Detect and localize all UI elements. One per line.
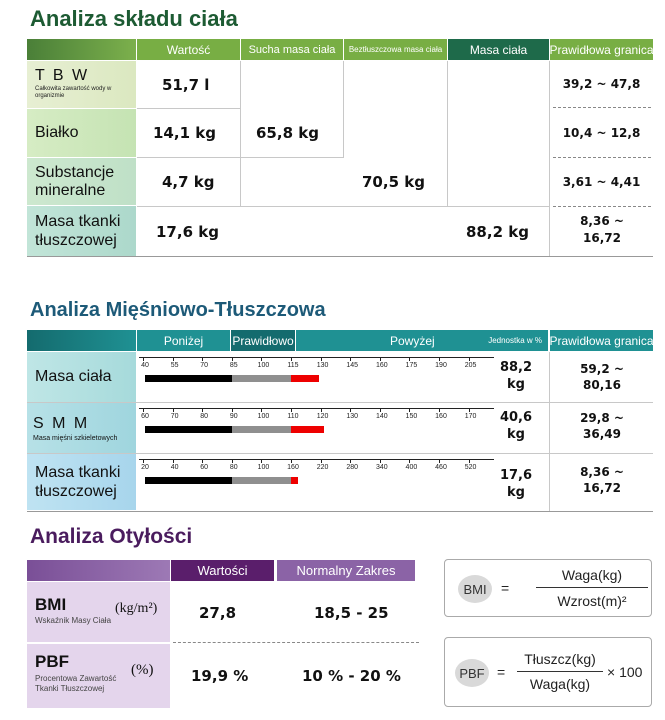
row-label-protein xyxy=(27,109,136,157)
bmi-value: 27,8 xyxy=(199,604,237,622)
scale-tick-label: 100 xyxy=(257,362,270,369)
pbf-formula-name: PBF xyxy=(455,659,489,687)
row-label-fat-mass xyxy=(27,206,136,256)
level-bar-normal xyxy=(232,426,291,433)
level-bar-above xyxy=(291,375,319,382)
header-normal-range: Prawidłowa granica xyxy=(550,330,653,351)
scale-tick-label: 80 xyxy=(229,464,238,471)
row-label-minerals xyxy=(27,158,136,205)
grid-line xyxy=(447,61,448,206)
header-normal: Prawidłowo xyxy=(231,330,295,351)
minerals-value: 4,7 kg xyxy=(162,173,215,191)
scale-tick xyxy=(291,459,292,463)
scale-tick xyxy=(202,459,203,463)
header-lean-mass: Beztłuszczowa masa ciała xyxy=(344,39,447,60)
pbf-formula-denominator: Waga(kg) xyxy=(529,676,591,692)
minerals-range: 3,61 ~ 4,41 xyxy=(562,175,641,189)
scale-tick xyxy=(439,357,440,361)
scale-tick-label: 160 xyxy=(435,413,447,420)
pbf-formula-box xyxy=(444,637,652,707)
header-dry-mass: Sucha masa ciała xyxy=(241,39,343,60)
scale-axis xyxy=(139,357,494,358)
tbw-sublabel: Całkowita zawartość wody w organizmie xyxy=(35,86,112,99)
fat-mass-range: 8,36 ~ 16,72 xyxy=(580,214,624,245)
scale-tick xyxy=(380,408,381,412)
level-bar-above xyxy=(291,426,324,433)
pbf-unit: (%) xyxy=(131,662,154,678)
fat-mass-label-2: Masa tkanki tłuszczowej xyxy=(35,464,121,500)
range-divider xyxy=(173,642,419,643)
scale-tick-label: 70 xyxy=(170,413,179,420)
smm-range: 29,8 ~ 36,49 xyxy=(580,411,624,441)
scale-tick-label: 110 xyxy=(287,413,299,420)
minerals-label: Substancje mineralne xyxy=(35,163,115,199)
scale-tick xyxy=(409,408,410,412)
scale-tick-label: 150 xyxy=(405,413,418,420)
pbf-formula-numerator: Tłuszcz(kg) xyxy=(524,651,596,667)
scale-tick xyxy=(350,408,351,412)
grid-line xyxy=(27,453,653,454)
scale-tick-label: 205 xyxy=(464,362,477,369)
scale-tick-label: 280 xyxy=(346,464,359,471)
pbf-fraction-bar xyxy=(517,671,603,672)
grid-line xyxy=(343,61,344,158)
scale-tick-label: 400 xyxy=(405,464,418,471)
scale-tick xyxy=(261,357,262,361)
scale-tick-label: 70 xyxy=(200,362,209,369)
scale-tick xyxy=(321,357,322,361)
row-label-pbf xyxy=(27,644,170,708)
protein-label: Białko xyxy=(35,124,79,141)
range-divider xyxy=(553,107,651,108)
scale-tick xyxy=(202,408,203,412)
scale-tick-label: 120 xyxy=(316,413,329,420)
header-value: Wartość xyxy=(137,39,240,60)
scale-tick-label: 340 xyxy=(375,464,388,471)
scale-tick xyxy=(173,459,174,463)
header-unit: Jednostka w % xyxy=(488,336,542,345)
tbw-label: T B W xyxy=(35,67,90,84)
bmi-formula-box xyxy=(444,559,652,617)
scale-tick xyxy=(232,357,233,361)
lean-mass-value: 70,5 kg xyxy=(362,173,425,191)
scale-axis xyxy=(139,408,494,409)
section-title-body-composition: Analiza składu ciała xyxy=(30,6,238,31)
scale-tick xyxy=(409,459,410,463)
body-mass-range: 59,2 ~ 80,16 xyxy=(580,362,624,392)
grid-line xyxy=(137,108,240,109)
scale-tick-label: 40 xyxy=(170,464,179,471)
row-label-bmi xyxy=(27,582,170,642)
scale-tick-label: 20 xyxy=(141,464,149,471)
section-title-muscle-fat: Analiza Mięśniowo-Tłuszczowa xyxy=(30,299,326,321)
row-label-body-mass xyxy=(27,352,136,402)
row-label-fat-mass xyxy=(27,454,136,510)
scale-tick-label: 220 xyxy=(316,464,329,471)
grid-line xyxy=(240,157,343,158)
scale-tick-label: 160 xyxy=(375,362,388,369)
pbf-value: 19,9 % xyxy=(191,667,249,685)
fat-mass-range-2: 8,36 ~ 16,72 xyxy=(580,465,624,495)
bmi-unit: (kg/m²) xyxy=(115,601,158,616)
protein-value: 14,1 kg xyxy=(153,124,216,142)
pbf-formula-multiplier: × 100 xyxy=(607,664,643,680)
level-bar-above xyxy=(291,477,298,484)
protein-range: 10,4 ~ 12,8 xyxy=(562,126,641,140)
grid-line xyxy=(137,157,240,158)
row-label-tbw xyxy=(27,61,136,108)
scale-tick-label: 55 xyxy=(170,362,179,369)
scale-tick xyxy=(202,357,203,361)
tbw-value: 51,7 l xyxy=(162,76,210,94)
scale-tick xyxy=(261,459,262,463)
scale-tick-label: 60 xyxy=(141,413,149,420)
bmi-formula-name: BMI xyxy=(458,575,492,603)
scale-tick-label: 170 xyxy=(464,413,477,420)
scale-tick-label: 130 xyxy=(346,413,359,420)
scale-tick-label: 80 xyxy=(200,413,209,420)
scale-tick xyxy=(321,459,322,463)
grid-line xyxy=(27,402,653,403)
scale-tick xyxy=(409,357,410,361)
bmi-formula-denominator: Wzrost(m)² xyxy=(557,593,627,609)
scale-tick xyxy=(143,357,144,361)
scale-tick-label: 460 xyxy=(435,464,447,471)
pbf-range: 10 % - 20 % xyxy=(302,667,401,685)
header-below: Poniżej xyxy=(137,330,230,351)
scale-tick-label: 145 xyxy=(346,362,359,369)
scale-tick xyxy=(469,459,470,463)
scale-tick-label: 85 xyxy=(229,362,238,369)
range-divider xyxy=(553,157,651,158)
scale-tick xyxy=(380,459,381,463)
scale-tick-label: 60 xyxy=(200,464,209,471)
bmi-sublabel: Wskaźnik Masy Ciała xyxy=(35,616,112,625)
bmi-range: 18,5 - 25 xyxy=(314,604,389,622)
row-label-smm xyxy=(27,403,136,453)
scale-tick xyxy=(321,408,322,412)
header-normal-range: Normalny Zakres xyxy=(277,560,415,581)
scale-tick xyxy=(173,357,174,361)
scale-tick xyxy=(380,357,381,361)
header-above-label: Powyżej xyxy=(390,333,435,348)
scale-tick xyxy=(143,459,144,463)
scale-tick-label: 40 xyxy=(141,362,149,369)
fat-mass-value-2: 17,6 kg xyxy=(499,468,533,500)
scale-tick xyxy=(469,357,470,361)
scale-tick-label: 160 xyxy=(287,464,299,471)
bmi-label: BMI xyxy=(35,595,67,614)
grid-line xyxy=(240,61,241,207)
pbf-sublabel: Procentowa Zawartość Tkanki Tłuszczowej xyxy=(35,674,117,693)
grid-line xyxy=(549,352,550,511)
scale-tick xyxy=(232,408,233,412)
smm-label: S M M xyxy=(33,415,90,432)
scale-tick xyxy=(291,357,292,361)
range-divider xyxy=(553,206,651,207)
scale-tick xyxy=(350,459,351,463)
bmi-formula-equals: = xyxy=(501,580,510,596)
scale-tick xyxy=(439,408,440,412)
header-bar-left xyxy=(27,330,136,351)
header-bar-left xyxy=(27,39,136,60)
grid-line xyxy=(27,256,653,257)
body-mass-label: Masa ciała xyxy=(35,368,112,385)
level-bar-normal xyxy=(232,375,291,382)
level-bar-below xyxy=(145,375,232,382)
scale-tick xyxy=(469,408,470,412)
dry-mass-value: 65,8 kg xyxy=(256,124,319,142)
scale-tick xyxy=(143,408,144,412)
fat-mass-value: 17,6 kg xyxy=(156,223,219,241)
scale-tick-label: 100 xyxy=(257,413,270,420)
tbw-range: 39,2 ~ 47,8 xyxy=(562,77,641,91)
grid-line xyxy=(27,511,653,512)
scale-tick xyxy=(439,459,440,463)
section-title-obesity: Analiza Otyłości xyxy=(30,525,193,548)
body-mass-value: 88,2 kg xyxy=(466,223,529,241)
level-bar-below xyxy=(145,426,232,433)
header-body-mass: Masa ciała xyxy=(448,39,549,60)
header-normal-range: Prawidłowa granica xyxy=(550,39,653,60)
smm-sublabel: Masa mięśni szkieletowych xyxy=(33,435,118,442)
body-mass-value-2: 88,2 kg xyxy=(499,360,533,392)
header-above xyxy=(296,330,548,351)
scale-tick-label: 100 xyxy=(257,464,270,471)
scale-tick-label: 520 xyxy=(464,464,477,471)
bmi-formula-numerator: Waga(kg) xyxy=(561,567,623,583)
bmi-fraction-bar xyxy=(536,587,648,588)
level-bar-normal xyxy=(232,477,291,484)
scale-tick-label: 140 xyxy=(375,413,388,420)
pbf-formula-equals: = xyxy=(497,664,506,680)
scale-tick-label: 90 xyxy=(229,413,238,420)
scale-tick xyxy=(173,408,174,412)
scale-tick-label: 175 xyxy=(405,362,418,369)
grid-line xyxy=(137,206,549,207)
fat-mass-label: Masa tkanki tłuszczowej xyxy=(35,213,121,249)
scale-axis xyxy=(139,459,494,460)
scale-tick xyxy=(232,459,233,463)
level-bar-below xyxy=(145,477,232,484)
scale-tick-label: 190 xyxy=(435,362,447,369)
header-bar-left xyxy=(27,560,170,581)
header-values: Wartości xyxy=(171,560,274,581)
scale-tick-label: 115 xyxy=(287,362,299,369)
scale-tick xyxy=(261,408,262,412)
scale-tick xyxy=(350,357,351,361)
smm-value: 40,6 kg xyxy=(499,410,533,442)
pbf-label: PBF xyxy=(35,652,69,671)
scale-tick-label: 130 xyxy=(316,362,329,369)
scale-tick xyxy=(291,408,292,412)
